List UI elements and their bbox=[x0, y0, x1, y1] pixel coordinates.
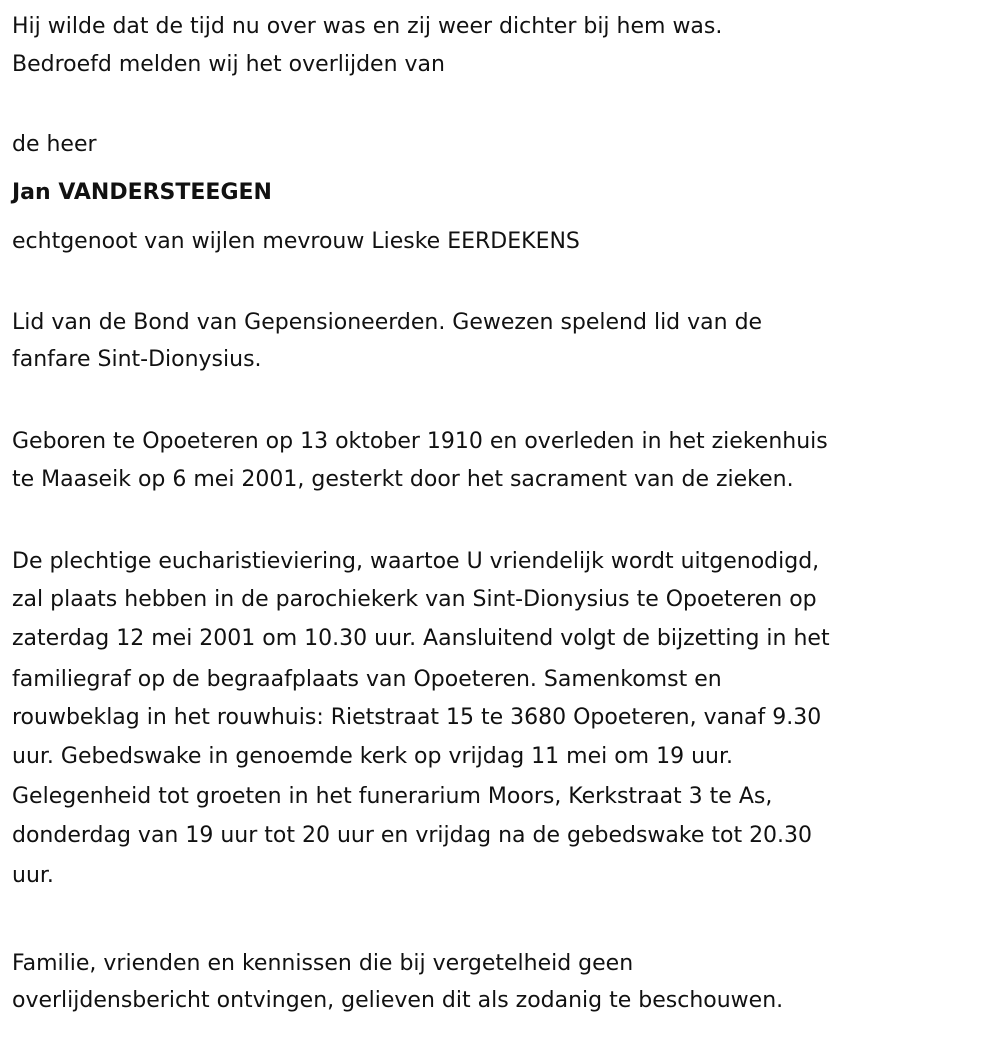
birth-death-line: Geboren te Opoeteren op 13 oktober 1910 en overleden in het ziekenhuis bbox=[12, 429, 828, 454]
closing-line: Familie, vrienden en kennissen die bij vergetelheid geen bbox=[12, 951, 634, 976]
title-prefix: de heer bbox=[12, 132, 97, 157]
ceremony-line: Gelegenheid tot groeten in het funerarium Moors, Kerkstraat 3 te As, bbox=[12, 784, 773, 809]
ceremony-line: zaterdag 12 mei 2001 om 10.30 uur. Aansluitend volgt de bijzetting in het bbox=[12, 626, 830, 651]
ceremony-line: uur. Gebedswake in genoemde kerk op vrijdag 11 mei om 19 uur. bbox=[12, 744, 733, 769]
ceremony-line: donderdag van 19 uur tot 20 uur en vrijdag na de gebedswake tot 20.30 bbox=[12, 823, 813, 848]
ceremony-line: familiegraf op de begraafplaats van Opoeteren. Samenkomst en bbox=[12, 667, 722, 692]
birth-death-line: te Maaseik op 6 mei 2001, gesterkt door het sacrament van de zieken. bbox=[12, 467, 794, 492]
ceremony-line: rouwbeklag in het rouwhuis: Rietstraat 15 te 3680 Opoeteren, vanaf 9.30 bbox=[12, 705, 822, 730]
membership-line: Lid van de Bond van Gepensioneerden. Gewezen spelend lid van de bbox=[12, 310, 763, 335]
intro-line: Bedroefd melden wij het overlijden van bbox=[12, 52, 445, 77]
closing-line: overlijdensbericht ontvingen, gelieven dit als zodanig te beschouwen. bbox=[12, 988, 784, 1013]
membership-line: fanfare Sint-Dionysius. bbox=[12, 347, 262, 372]
deceased-name: Jan VANDERSTEEGEN bbox=[12, 180, 272, 205]
ceremony-line: zal plaats hebben in de parochiekerk van Sint-Dionysius te Opoeteren op bbox=[12, 587, 817, 612]
spouse-line: echtgenoot van wijlen mevrouw Lieske EERDEKENS bbox=[12, 229, 580, 254]
ceremony-line: uur. bbox=[12, 863, 54, 888]
intro-line: Hij wilde dat de tijd nu over was en zij weer dichter bij hem was. bbox=[12, 14, 723, 39]
ceremony-line: De plechtige eucharistieviering, waartoe U vriendelijk wordt uitgenodigd, bbox=[12, 549, 820, 574]
